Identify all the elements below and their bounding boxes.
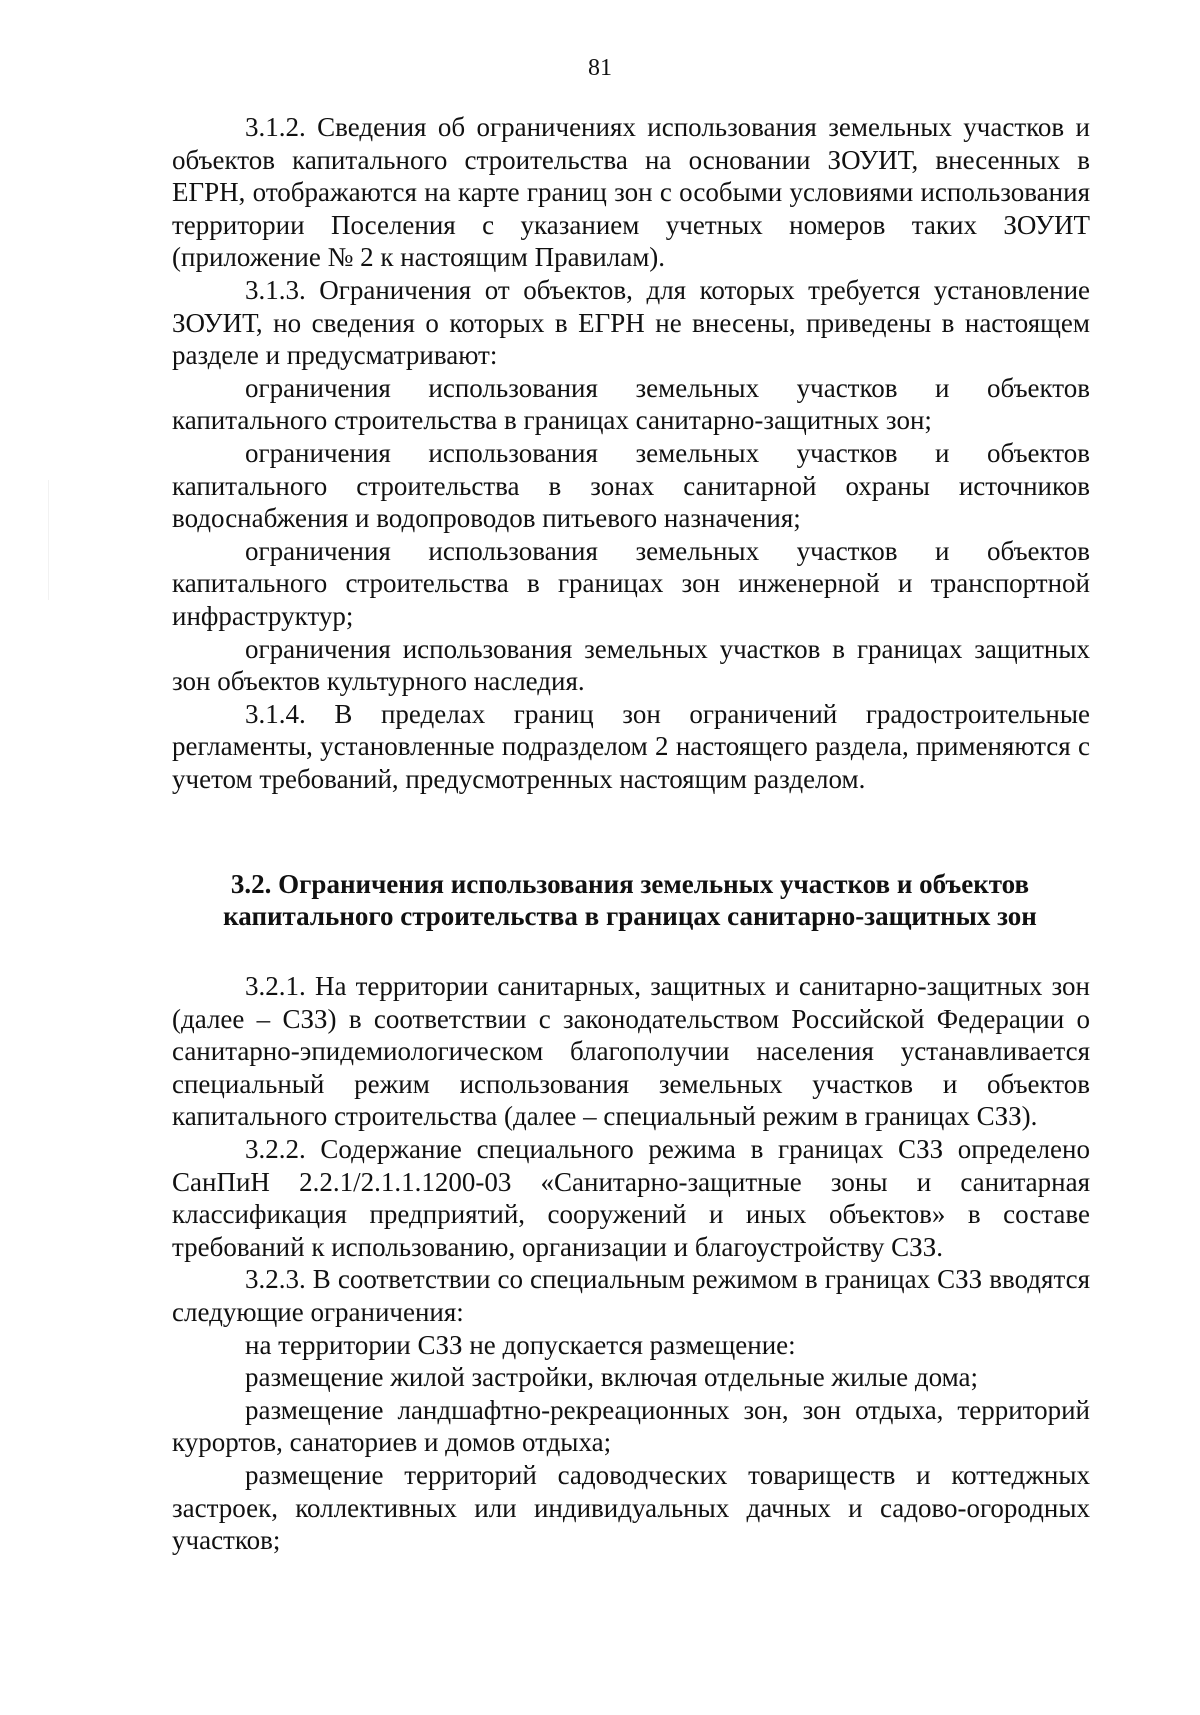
- section-3-2-body: [172, 970, 1090, 1557]
- list-item-water-protection-zones: ограничения использования земельных участков и объектов капитального строительства в зонах санитарной охраны источников водоснабжения и водопроводов питьевого назначения;: [172, 437, 1090, 534]
- list-item-cultural-heritage-zones: ограничения использования земельных участков в границах защитных зон объектов культурного наследия.: [172, 633, 1090, 697]
- section-3-1-body: [172, 111, 1090, 795]
- paragraph-prohibited-intro: на территории СЗЗ не допускается размещение:: [245, 1329, 796, 1360]
- list-item-residential: размещение жилой застройки, включая отдельные жилые дома;: [245, 1362, 978, 1393]
- paragraph-3-1-4: 3.1.4. В пределах границ зон ограничений градостроительные регламенты, установленные подразделом 2 настоящего раздела, применяются с учетом требований, предусмотренных настоящим разделом.: [172, 698, 1090, 794]
- list-item-recreation: размещение ландшафтно-рекреационных зон, зон отдыха, территорий курортов, санаториев и домов отдыха;: [172, 1394, 1090, 1458]
- paragraph-3-1-2: 3.1.2. Сведения об ограничениях использования земельных участков и объектов капитального строительства на основании ЗОУИТ, внесенных в ЕГРН, отображаются на карте границ зон с особыми условиями использования территории Поселения с указанием учетных номеров таких ЗОУИТ (приложение № 2 к настоящим Правилам).: [172, 112, 1090, 273]
- list-item-sanitary-protection-zones: ограничения использования земельных участков и объектов капитального строительства в границах санитарно-защитных зон;: [172, 372, 1090, 436]
- page-number: 81: [588, 55, 612, 81]
- heading-line-2: капитального строительства в границах санитарно-защитных зон: [223, 901, 1037, 931]
- list-item-gardening: размещение территорий садоводческих товариществ и коттеджных застроек, коллективных или индивидуальных дачных и садово-огородных участков;: [172, 1459, 1090, 1556]
- paragraph-3-1-3: 3.1.3. Ограничения от объектов, для которых требуется установление ЗОУИТ, но сведения о которых в ЕГРН не внесены, приведены в настоящем разделе и предусматривают:: [172, 274, 1090, 371]
- section-3-2-heading: [150, 868, 1110, 932]
- paragraph-3-2-2: 3.2.2. Содержание специального режима в границах СЗЗ определено СанПиН 2.2.1/2.1.1.1200-03 «Санитарно-защитные зоны и санитарная классификация предприятий, сооружений и иных объектов» в составе требований к использованию, организации и благоустройству СЗЗ.: [172, 1133, 1090, 1262]
- paragraph-3-2-3: 3.2.3. В соответствии со специальным режимом в границах СЗЗ вводятся следующие ограничения:: [172, 1264, 1090, 1327]
- scan-edge-mark: [48, 480, 49, 600]
- list-item-infrastructure-zones: ограничения использования земельных участков и объектов капитального строительства в границах зон инженерной и транспортной инфраструктур;: [172, 535, 1090, 631]
- paragraph-3-2-1: 3.2.1. На территории санитарных, защитных и санитарно-защитных зон (далее – СЗЗ) в соответствии с законодательством Российской Федерации о санитарно-эпидемиологическом благополучии населения устанавливается специальный режим использования земельных участков и объектов капитального строительства (далее – специальный режим в границах СЗЗ).: [172, 971, 1090, 1132]
- heading-line-1: 3.2. Ограничения использования земельных участков и объектов: [230, 869, 1030, 899]
